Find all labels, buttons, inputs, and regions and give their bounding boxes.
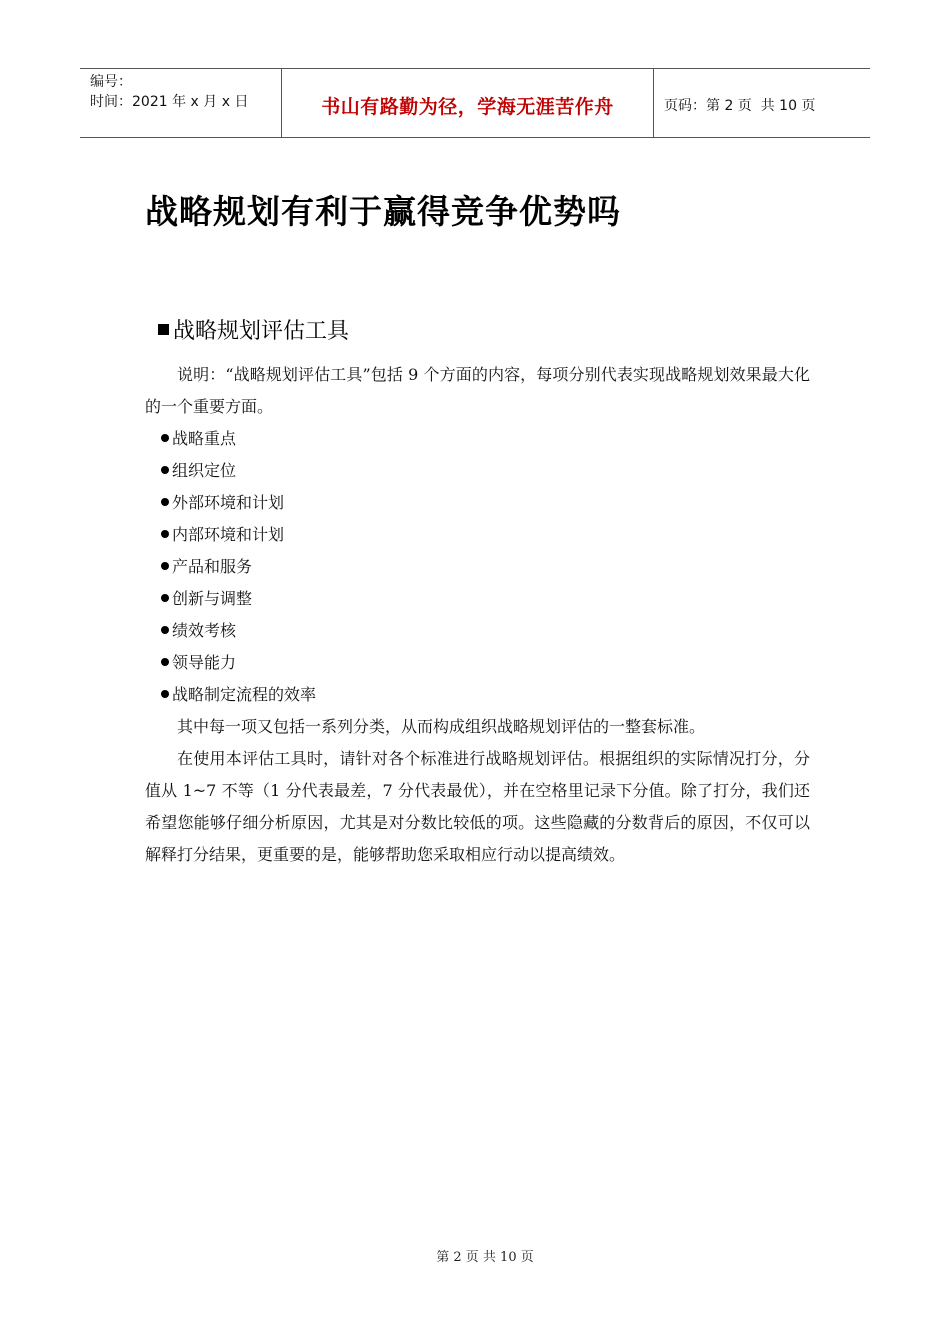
- list-item-text: 组织定位: [172, 461, 237, 480]
- section-heading: [158, 314, 349, 345]
- bullet-dot-icon: [161, 690, 169, 698]
- bullet-dot-icon: [161, 562, 169, 570]
- bullet-dot-icon: [161, 626, 169, 634]
- list-item-text: 绩效考核: [172, 621, 237, 640]
- bullet-dot-icon: [161, 466, 169, 474]
- list-item: [145, 551, 810, 583]
- list-item-text: 战略制定流程的效率: [172, 685, 317, 704]
- document-title: 战略规划有利于赢得竞争优势吗: [145, 192, 621, 231]
- list-item-text: 领导能力: [172, 653, 237, 672]
- list-item-text: 内部环境和计划: [172, 525, 285, 544]
- list-item-text: 战略重点: [172, 429, 237, 448]
- instructions-paragraph: 在使用本评估工具时，请针对各个标准进行战略规划评估。根据组织的实际情况打分，分值从 1~7 不等（1 分代表最差，7 分代表最优），并在空格里记录下分值。除了打分，我们还希望您能够仔细分析原因，尤其是对分数比较低的项。这些隐藏的分数背后的原因，不仅可以解释打分结果，更重要的是，能够帮助您采取相应行动以提高绩效。: [145, 749, 810, 864]
- list-item: [145, 423, 810, 455]
- list-item-text: 外部环境和计划: [172, 493, 285, 512]
- list-item: [145, 519, 810, 551]
- bullet-dot-icon: [161, 658, 169, 666]
- list-item: [145, 455, 810, 487]
- bullet-dot-icon: [161, 434, 169, 442]
- list-item: [145, 679, 810, 711]
- bullet-dot-icon: [161, 498, 169, 506]
- bullet-dot-icon: [161, 594, 169, 602]
- list-item-text: 创新与调整: [172, 589, 253, 608]
- categories-paragraph: 其中每一项又包括一系列分类，从而构成组织战略规划评估的一整套标准。: [177, 717, 706, 736]
- header-page-info: [654, 69, 870, 137]
- list-item: [145, 615, 810, 647]
- list-item: [145, 487, 810, 519]
- document-body: [145, 359, 810, 871]
- page-footer: 第 2 页 共 10 页: [436, 1250, 534, 1265]
- aspect-list: [145, 423, 810, 711]
- bullet-dot-icon: [161, 530, 169, 538]
- page-info-text: 页码：第 2 页 共 10 页: [664, 98, 816, 114]
- list-item: [145, 583, 810, 615]
- list-item-text: 产品和服务: [172, 557, 253, 576]
- document-date: 时间：2021 年 x 月 x 日: [90, 94, 249, 110]
- page-header: [80, 68, 870, 138]
- list-item: [145, 647, 810, 679]
- section-heading-text: 战略规划评估工具: [173, 319, 350, 344]
- square-bullet-icon: [158, 324, 169, 335]
- header-meta: [80, 69, 281, 137]
- document-number-label: 编号：: [90, 74, 132, 90]
- intro-paragraph: 说明：“战略规划评估工具”包括 9 个方面的内容，每项分别代表实现战略规划效果最大化的一个重要方面。: [145, 365, 810, 416]
- header-motto: 书山有路勤为径，学海无涯苦作舟: [281, 69, 654, 137]
